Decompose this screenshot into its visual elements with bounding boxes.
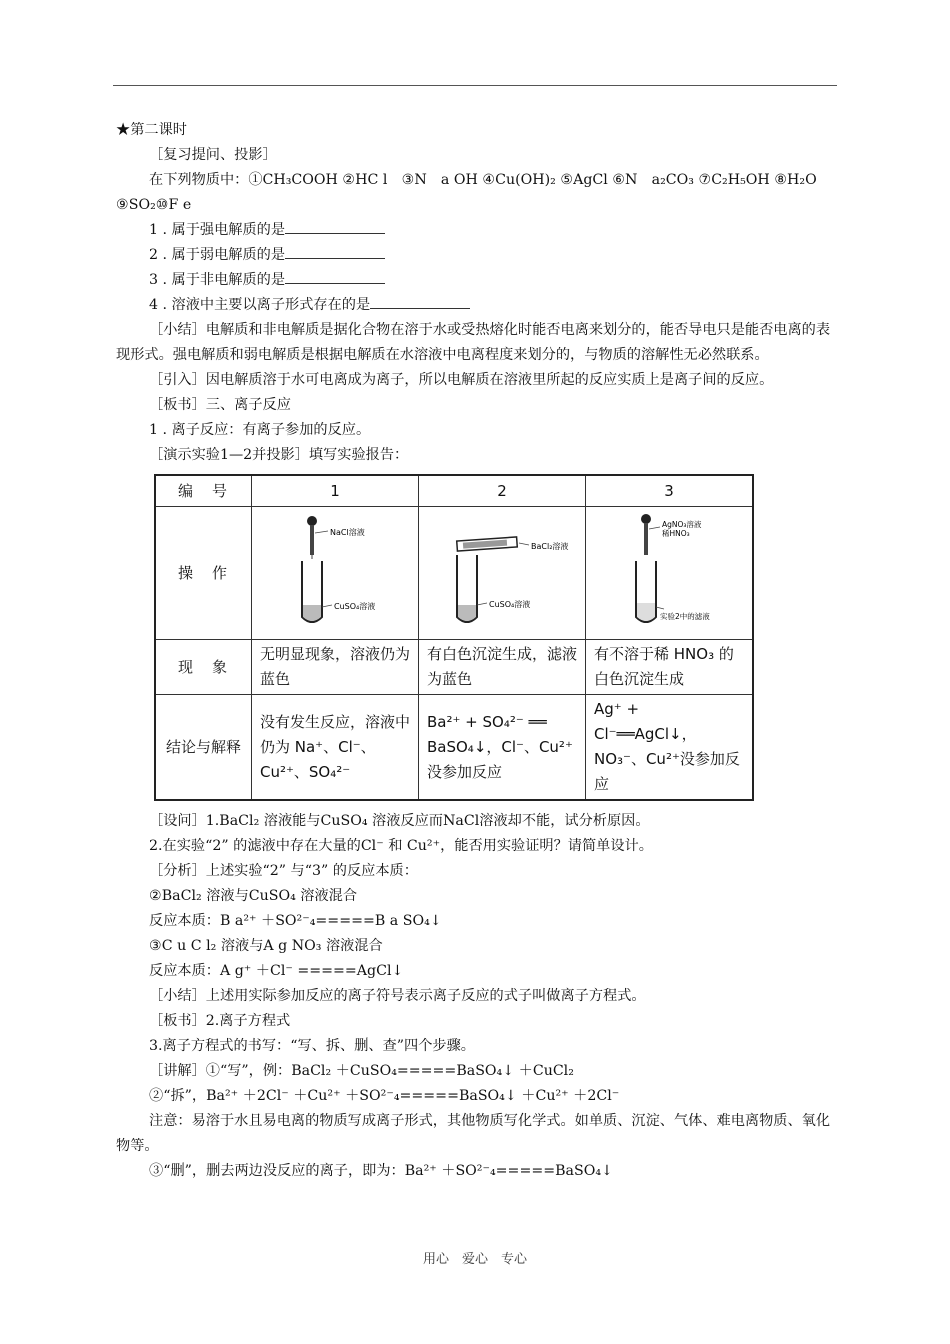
review-heading: ［复习提问、投影］ [149, 147, 277, 163]
analysis-line: ②BaCl₂ 溶液与CuSO₄ 溶液混合 [149, 888, 358, 904]
steps-line: 3.离子方程式的书写：“写、拆、删、查”四个步骤。 [149, 1038, 475, 1054]
explain-write: ［讲解］①“写”，例：BaCl₂ ＋CuSO₄=====BaSO₄↓ ＋CuCl₂ [149, 1063, 574, 1079]
svg-text:实验2中的滤液: 实验2中的滤液 [660, 612, 710, 621]
phenomenon-1: 无明显现象，溶液仍为蓝色 [252, 640, 419, 695]
test-tube-dropper-diagram-3 [594, 509, 744, 629]
board-heading-1: ［板书］三、离子反应 [149, 397, 291, 413]
svg-text:BaCl₂溶液: BaCl₂溶液 [531, 542, 569, 551]
operation-diagram-1 [252, 507, 419, 640]
question-line: 2.在实验“2” 的滤液中存在大量的Cl⁻ 和 Cu²⁺，能否用实验证明？请简单设计。 [149, 838, 653, 854]
demo-heading: ［演示实验1—2并投影］填写实验报告： [149, 447, 409, 463]
svg-text:CuSO₄溶液: CuSO₄溶液 [489, 600, 531, 609]
experiment-table-wrapper [154, 474, 754, 801]
conclusion-2: Ba²⁺ + SO₄²⁻ ══ BaSO₄↓，Cl⁻、Cu²⁺没参加反应 [419, 695, 586, 801]
operation-diagram-3 [586, 507, 754, 640]
substances-line-2: ⑨SO₂⑩F e [116, 197, 192, 213]
intro-paragraph: ［引入］因电解质溶于水可电离成为离子，所以电解质在溶液里所起的反应实质上是离子间的反应。 [149, 372, 774, 388]
svg-text:AgNO₃溶液: AgNO₃溶液 [662, 520, 702, 529]
reaction-essence: 反应本质：A g⁺ ＋Cl⁻ =====AgCl↓ [149, 963, 404, 979]
row-label-conclusion: 结论与解释 [155, 695, 252, 801]
conclusion-1: 没有发生反应，溶液中仍为 Na⁺、Cl⁻、Cu²⁺、SO₄²⁻ [252, 695, 419, 801]
test-tube-dropper-diagram [260, 509, 410, 629]
answer-blank [370, 294, 470, 309]
analysis-heading: ［分析］上述实验“2” 与“3” 的反应本质： [149, 863, 418, 879]
definition-1: 1 . 离子反应：有离子参加的反应。 [149, 422, 371, 438]
svg-text:稀HNO₃: 稀HNO₃ [662, 529, 690, 538]
row-label-phenomenon: 现 象 [155, 640, 252, 695]
question-2: 2 . 属于弱电解质的是 [149, 247, 286, 263]
experiment-table [154, 474, 754, 801]
svg-text:CuSO₄溶液: CuSO₄溶液 [334, 602, 376, 611]
note-paragraph: 注意：易溶于水且易电离的物质写成离子形式，其他物质写化学式。如单质、沉淀、气体、难电离物质、氧化物等。 [116, 1113, 831, 1154]
document-body [116, 118, 838, 1184]
answer-blank [285, 244, 385, 259]
question-line: ［设问］1.BaCl₂ 溶液能与CuSO₄ 溶液反应而NaCl溶液却不能，试分析原因。 [149, 813, 650, 829]
summary-line: ［小结］上述用实际参加反应的离子符号表示离子反应的式子叫做离子方程式。 [149, 988, 646, 1004]
conclusion-3: Ag⁺ + Cl⁻══AgCl↓，NO₃⁻、Cu²⁺没参加反应 [586, 695, 754, 801]
question-4: 4 . 溶液中主要以离子形式存在的是 [149, 297, 371, 313]
header-exp-2: 2 [419, 475, 586, 507]
question-1: 1 . 属于强电解质的是 [149, 222, 286, 238]
phenomenon-2: 有白色沉淀生成，滤液为蓝色 [419, 640, 586, 695]
phenomenon-3: 有不溶于稀 HNO₃ 的白色沉淀生成 [586, 640, 754, 695]
summary-paragraph: ［小结］电解质和非电解质是据化合物在溶于水或受热熔化时能否电离来划分的，能否导电只是能否电离的表现形式。强电解质和弱电解质是根据电解质在水溶液中电离程度来划分的，与物质的溶解性无必然联系。 [116, 322, 831, 363]
test-tube-pour-diagram [427, 509, 577, 629]
header-exp-3: 3 [586, 475, 754, 507]
header-exp-1: 1 [252, 475, 419, 507]
board-heading-2: ［板书］2.离子方程式 [149, 1013, 291, 1029]
operation-diagram-2 [419, 507, 586, 640]
header-rule [113, 85, 837, 86]
header-number: 编 号 [155, 475, 252, 507]
lesson-title: ★第二课时 [116, 122, 187, 138]
substances-line: 在下列物质中：①CH₃COOH ②HC l ③N a OH ④Cu(OH)₂ ⑤AgCl ⑥N a₂CO₃ ⑦C₂H₅OH ⑧H₂O [149, 172, 817, 188]
explain-split: ②“拆”，Ba²⁺ ＋2Cl⁻ ＋Cu²⁺ ＋SO²⁻₄=====BaSO₄↓ ＋Cu²⁺ ＋2Cl⁻ [149, 1088, 620, 1104]
question-3: 3 . 属于非电解质的是 [149, 272, 286, 288]
reaction-essence: 反应本质：B a²⁺ ＋SO²⁻₄=====B a SO₄↓ [149, 913, 442, 929]
page-footer: 用心 爱心 专心 [422, 1252, 527, 1267]
explain-delete: ③“删”，删去两边没反应的离子，即为：Ba²⁺ ＋SO²⁻₄=====BaSO₄↓ [149, 1163, 613, 1179]
svg-text:NaCl溶液: NaCl溶液 [330, 528, 365, 537]
row-label-operation: 操 作 [155, 507, 252, 640]
analysis-line: ③C u C l₂ 溶液与A g NO₃ 溶液混合 [149, 938, 383, 954]
answer-blank [285, 219, 385, 234]
answer-blank [285, 269, 385, 284]
